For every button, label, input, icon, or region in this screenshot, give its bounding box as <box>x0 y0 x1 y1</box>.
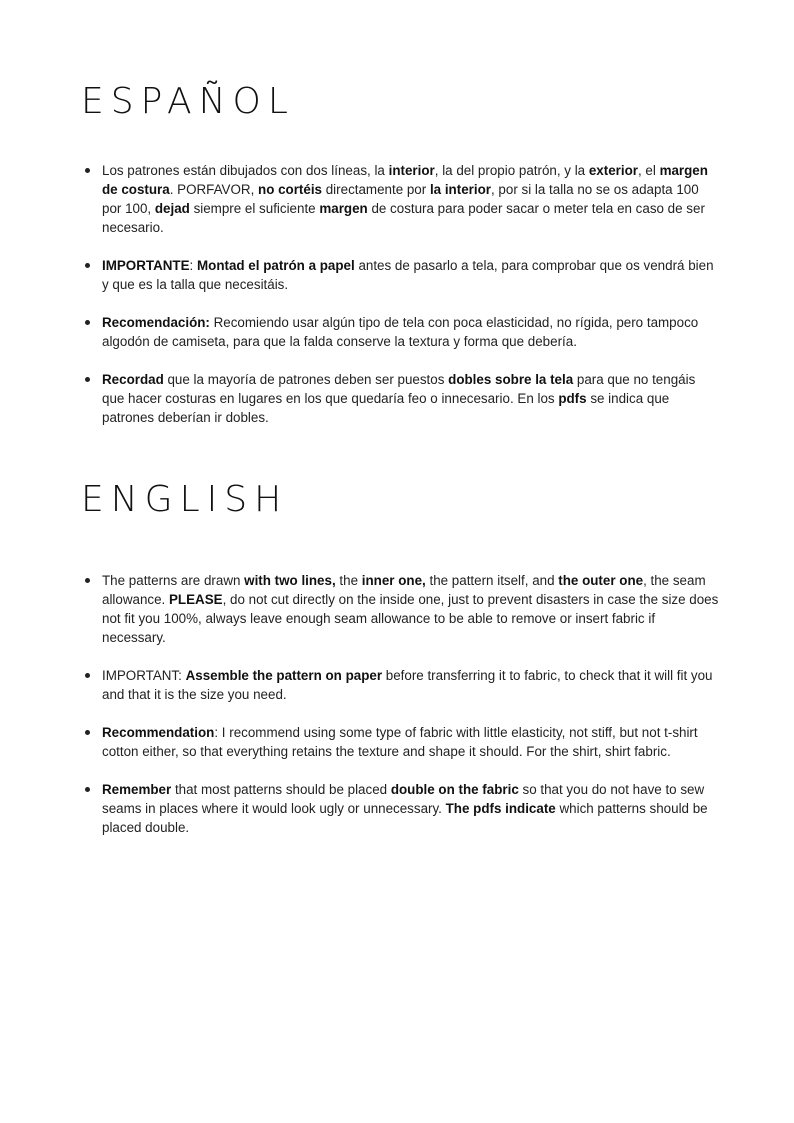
body-text: the <box>335 573 362 588</box>
body-text: antes de pasarlo a tela, para comprobar que os vendrá bien y que es la talla que necesitáis. <box>102 258 714 292</box>
instruction-list-english <box>81 571 721 856</box>
list-item <box>81 161 721 237</box>
list-item <box>81 571 721 647</box>
body-text: . PORFAVOR, <box>169 182 259 197</box>
body-text: de costura para poder sacar o meter tela en caso de ser necesario. <box>102 201 705 235</box>
list-item <box>81 370 721 427</box>
body-text: The patterns are drawn <box>102 573 245 588</box>
emphasized-text: The pdfs indicate <box>445 801 556 816</box>
body-text: , por si la talla no se os adapta 100 por 100, <box>102 182 699 216</box>
emphasized-text: pdfs <box>558 391 587 406</box>
emphasized-text: Montad el patrón a papel <box>196 258 355 273</box>
section-title-spanish: ESPAÑOL <box>81 81 295 122</box>
instruction-list-spanish <box>81 161 721 446</box>
emphasized-text: Recommendation <box>102 725 215 740</box>
body-text: Recomiendo usar algún tipo de tela con poca elasticidad, no rígida, pero tampoco algodón de camiseta, para que la falda conserve la textura y forma que debería. <box>102 315 699 349</box>
bullet-icon <box>85 377 90 382</box>
body-text: para que no tengáis que hacer costuras en lugares en los que quedaría feo o innecesario. En los <box>102 372 696 406</box>
emphasized-text: Assemble the pattern on paper <box>185 668 383 683</box>
bullet-icon <box>85 787 90 792</box>
body-text: the pattern itself, and <box>425 573 559 588</box>
list-item <box>81 780 721 837</box>
body-text: IMPORTANT <box>102 668 179 683</box>
emphasized-text: no cortéis <box>258 182 323 197</box>
emphasized-text: interior <box>388 163 435 178</box>
emphasized-text: Recomendación: <box>102 315 210 330</box>
emphasized-text: la interior <box>429 182 491 197</box>
emphasized-text: margen <box>319 201 368 216</box>
emphasized-text: exterior <box>588 163 638 178</box>
list-item <box>81 256 721 294</box>
emphasized-text: the outer one <box>558 573 644 588</box>
body-text: se indica que patrones deberían ir dobles. <box>102 391 670 425</box>
body-text: Los patrones están dibujados con dos líneas, la <box>102 163 389 178</box>
bullet-icon <box>85 263 90 268</box>
bullet-icon <box>85 320 90 325</box>
emphasized-text: PLEASE <box>169 592 223 607</box>
emphasized-text: margen de costura <box>102 163 708 197</box>
emphasized-text: inner one, <box>361 573 426 588</box>
body-text: directamente por <box>322 182 430 197</box>
body-text: , the seam allowance. <box>102 573 706 607</box>
bullet-icon <box>85 578 90 583</box>
bullet-icon <box>85 168 90 173</box>
body-text: : <box>189 258 197 273</box>
body-text: , el <box>637 163 660 178</box>
list-item <box>81 723 721 761</box>
body-text: which patterns should be placed double. <box>102 801 708 835</box>
emphasized-text: with two lines, <box>244 573 336 588</box>
section-title-english: ENGLISH <box>81 479 289 520</box>
body-text: , la del propio patrón, y la <box>434 163 589 178</box>
emphasized-text: Remember <box>102 782 172 797</box>
bullet-icon <box>85 673 90 678</box>
emphasized-text: double on the fabric <box>390 782 519 797</box>
body-text: that most patterns should be placed <box>171 782 391 797</box>
body-text: , do not cut directly on the inside one, just to prevent disasters in case the size does not fit you 100%, always leave enough seam allowance to be able to remove or insert fabric if necessary. <box>102 592 719 645</box>
body-text: before transferring it to fabric, to check that it will fit you and that it is the size you need. <box>102 668 713 702</box>
emphasized-text: IMPORTANTE <box>102 258 190 273</box>
emphasized-text: Recordad <box>102 372 164 387</box>
body-text: so that you do not have to sew seams in places where it would look ugly or unnecessary. <box>102 782 705 816</box>
body-text: siempre el suficiente <box>189 201 320 216</box>
list-item <box>81 313 721 351</box>
body-text: que la mayoría de patrones deben ser puestos <box>163 372 449 387</box>
bullet-icon <box>85 730 90 735</box>
list-item <box>81 666 721 704</box>
emphasized-text: dejad <box>154 201 190 216</box>
body-text: : I recommend using some type of fabric with little elasticity, not stiff, but not t-shirt cotton either, so that everything retains the texture and shape it should. For the shirt, shirt fabric. <box>102 725 698 759</box>
emphasized-text: dobles sobre la tela <box>448 372 574 387</box>
body-text: : <box>178 668 186 683</box>
